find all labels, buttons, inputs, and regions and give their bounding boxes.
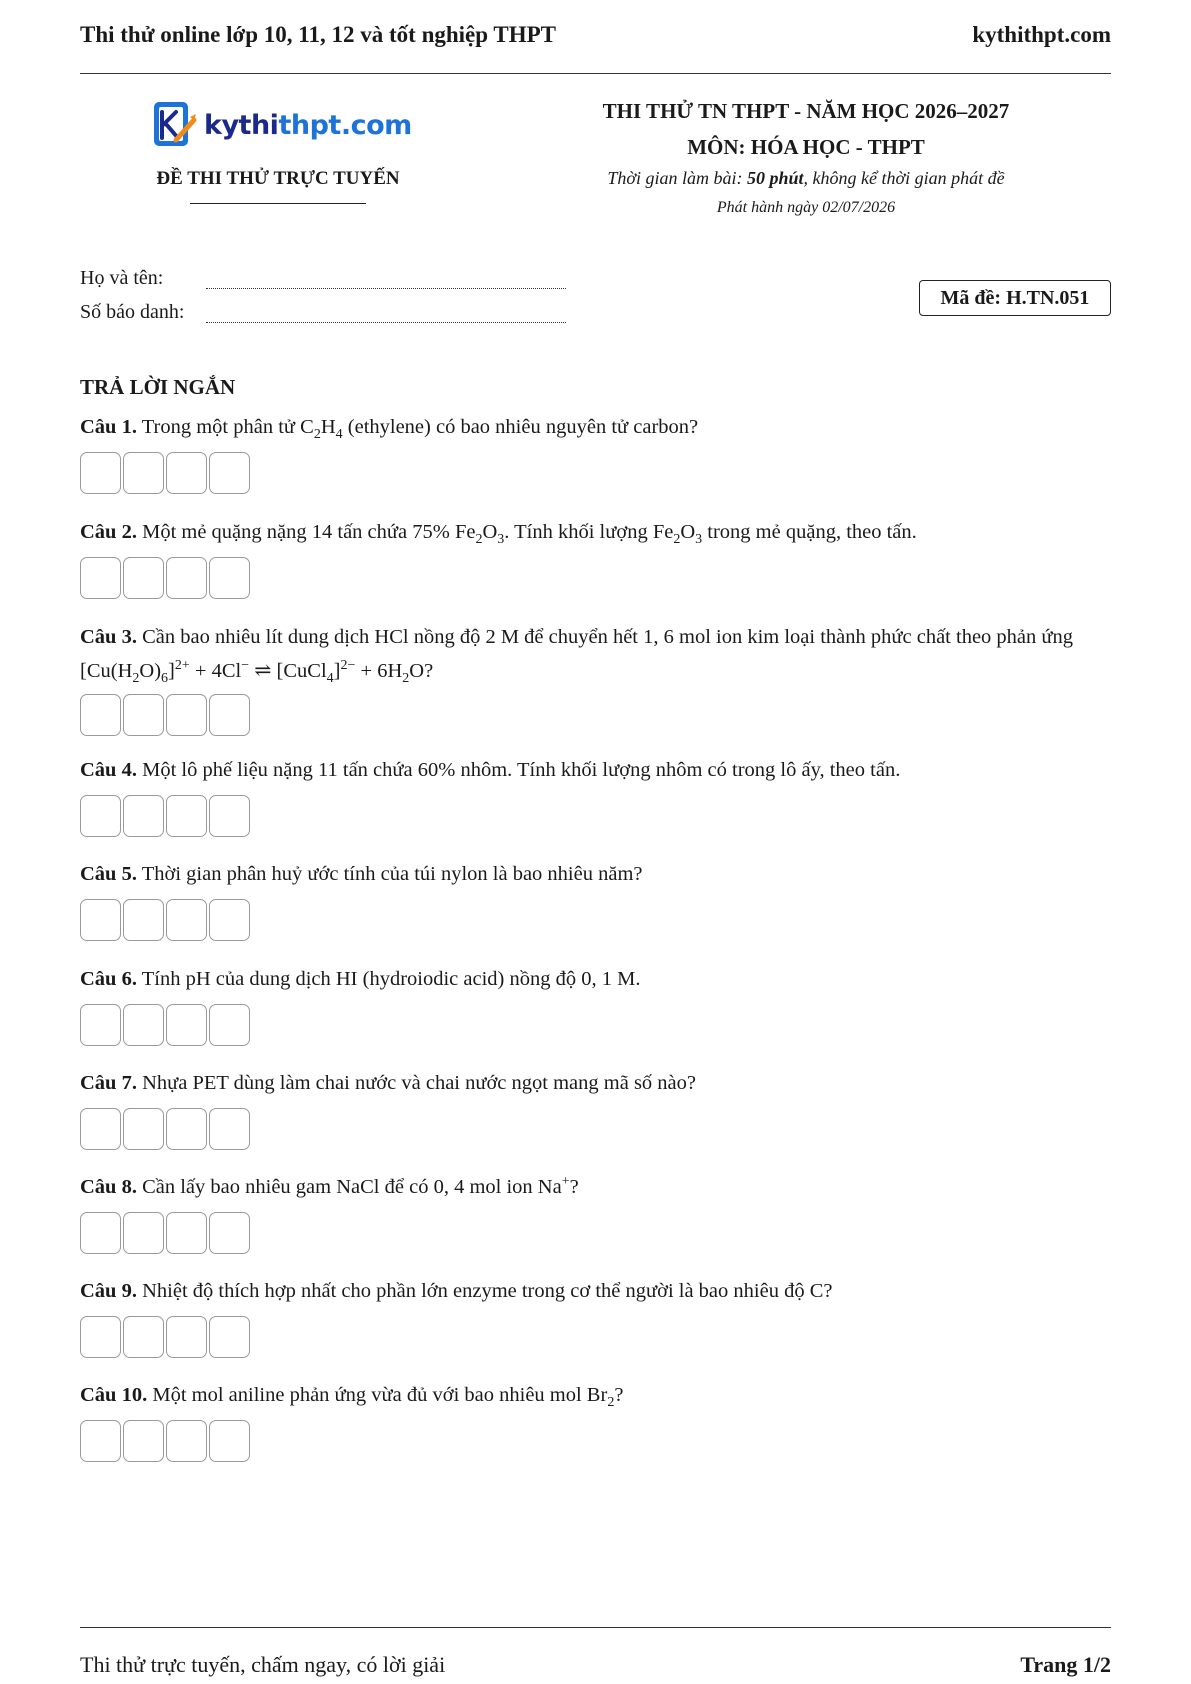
question-text: Cần bao nhiêu lít dung dịch HCl nồng độ 2 M để chuyển hết 1, 6 mol ion kim loại thành phức chất theo phản ứng $[Cu(H_2O)_6]^{2+} + 4Cl^-$ ⇌ [CuCl$_4$]$^{2-}$ + $6H_2O$? <box>80 626 1074 687</box>
answer-digit-box[interactable] <box>123 899 164 941</box>
answer-digit-box[interactable] <box>123 1316 164 1358</box>
answer-boxes <box>80 899 260 941</box>
question-text: Cần lấy bao nhiêu gam NaCl để có 0, 4 mol ion Na+? <box>136 1174 579 1198</box>
answer-boxes <box>80 1108 260 1150</box>
question-text: Nhiệt độ thích hợp nhất cho phần lớn enzyme trong cơ thể người là bao nhiêu độ C? <box>136 1280 833 1302</box>
answer-digit-box[interactable] <box>166 694 207 736</box>
question-8 <box>80 1170 1112 1204</box>
answer-digit-box[interactable] <box>209 1316 250 1358</box>
header-divider <box>80 73 1111 74</box>
subtitle-underline <box>190 203 366 204</box>
question-number: Câu 3. <box>80 626 137 648</box>
answer-digit-box[interactable] <box>209 694 250 736</box>
question-number: Câu 4. <box>80 759 137 781</box>
logo-text-part1: kythi <box>204 110 279 141</box>
question-number: Câu 10. <box>80 1384 148 1406</box>
logo-text-part2: thpt.com <box>278 110 412 141</box>
answer-digit-box[interactable] <box>80 1108 121 1150</box>
answer-digit-box[interactable] <box>123 694 164 736</box>
question-text: Một mol aniline phản ứng vừa đủ với bao nhiêu mol $Br_2$? <box>147 1384 624 1411</box>
page-number: Trang 1/2 <box>1020 1652 1111 1677</box>
answer-digit-box[interactable] <box>166 795 207 837</box>
question-text: Một lô phế liệu nặng 11 tấn chứa 60% nhôm. Tính khối lượng nhôm có trong lô ấy, theo tấn. <box>136 759 901 781</box>
name-field[interactable] <box>206 288 566 289</box>
answer-digit-box[interactable] <box>80 899 121 941</box>
answer-digit-box[interactable] <box>123 1212 164 1254</box>
header-left-text: Thi thử online lớp 10, 11, 12 và tốt nghiệp THPT <box>80 22 556 47</box>
answer-boxes <box>80 1004 260 1046</box>
answer-digit-box[interactable] <box>80 694 121 736</box>
question-9 <box>80 1274 1112 1308</box>
answer-digit-box[interactable] <box>123 557 164 599</box>
question-6 <box>80 962 1112 996</box>
time-suffix: , không kể thời gian phát đề <box>803 168 1005 188</box>
online-exam-subtitle: ĐỀ THI THỬ TRỰC TUYẾN <box>156 168 400 189</box>
question-5 <box>80 857 1112 891</box>
site-logo[interactable] <box>150 100 410 152</box>
logo-icon <box>150 100 198 152</box>
footer-tagline: Thi thử trực tuyến, chấm ngay, có lời giải <box>80 1652 446 1677</box>
answer-boxes <box>80 1420 260 1462</box>
question-text: Tính pH của dung dịch HI (hydroiodic acid) nồng độ 0, 1 M. <box>136 968 641 990</box>
answer-boxes <box>80 1212 260 1254</box>
time-value: 50 phút <box>747 168 804 188</box>
candidate-id-label: Số báo danh: <box>80 301 185 323</box>
issue-date: Phát hành ngày 02/07/2026 <box>716 199 896 216</box>
answer-digit-box[interactable] <box>166 1004 207 1046</box>
answer-digit-box[interactable] <box>80 795 121 837</box>
answer-digit-box[interactable] <box>80 1004 121 1046</box>
answer-digit-box[interactable] <box>123 795 164 837</box>
answer-digit-box[interactable] <box>209 1108 250 1150</box>
answer-digit-box[interactable] <box>209 557 250 599</box>
answer-digit-box[interactable] <box>209 1420 250 1462</box>
answer-digit-box[interactable] <box>123 1108 164 1150</box>
exam-time <box>500 168 1112 189</box>
answer-boxes <box>80 1316 260 1358</box>
answer-digit-box[interactable] <box>80 1316 121 1358</box>
answer-digit-box[interactable] <box>80 1212 121 1254</box>
answer-digit-box[interactable] <box>209 452 250 494</box>
exam-header <box>500 98 1112 217</box>
answer-digit-box[interactable] <box>166 1316 207 1358</box>
exam-title: THI THỬ TN THPT - NĂM HỌC 2026–2027 <box>602 99 1010 123</box>
answer-digit-box[interactable] <box>123 452 164 494</box>
answer-digit-box[interactable] <box>166 1108 207 1150</box>
answer-boxes <box>80 557 260 599</box>
exam-subject: MÔN: HÓA HỌC - THPT <box>687 135 925 159</box>
question-number: Câu 6. <box>80 968 137 990</box>
question-4 <box>80 753 1112 787</box>
answer-digit-box[interactable] <box>209 795 250 837</box>
question-7 <box>80 1066 1112 1100</box>
answer-boxes <box>80 694 260 736</box>
answer-boxes <box>80 795 260 837</box>
question-10 <box>80 1378 1112 1412</box>
footer-divider <box>80 1627 1111 1628</box>
answer-digit-box[interactable] <box>80 452 121 494</box>
answer-digit-box[interactable] <box>123 1004 164 1046</box>
question-text: Nhựa PET dùng làm chai nước và chai nước ngọt mang mã số nào? <box>136 1072 696 1094</box>
question-number: Câu 1. <box>80 416 137 438</box>
answer-digit-box[interactable] <box>123 1420 164 1462</box>
answer-digit-box[interactable] <box>80 1420 121 1462</box>
answer-boxes <box>80 452 260 494</box>
question-text: Thời gian phân huỷ ước tính của túi nylon là bao nhiêu năm? <box>136 863 643 885</box>
answer-digit-box[interactable] <box>209 1212 250 1254</box>
question-2 <box>80 515 1112 549</box>
question-number: Câu 2. <box>80 521 137 543</box>
question-text: Trong một phân tử $C_2H_4$ (ethylene) có bao nhiêu nguyên tử carbon? <box>136 416 699 443</box>
name-label: Họ và tên: <box>80 267 164 289</box>
answer-digit-box[interactable] <box>166 452 207 494</box>
question-number: Câu 9. <box>80 1280 137 1302</box>
header-site-link[interactable]: kythithpt.com <box>972 22 1111 47</box>
answer-digit-box[interactable] <box>209 1004 250 1046</box>
candidate-id-field[interactable] <box>206 322 566 323</box>
question-number: Câu 5. <box>80 863 137 885</box>
question-text: Một mẻ quặng nặng 14 tấn chứa 75% $Fe_2O_3$. Tính khối lượng $Fe_2O_3$ trong mẻ quặng, theo tấn. <box>136 521 917 548</box>
question-3 <box>80 620 1112 688</box>
time-prefix: Thời gian làm bài: <box>607 168 747 188</box>
answer-digit-box[interactable] <box>209 899 250 941</box>
answer-digit-box[interactable] <box>166 899 207 941</box>
question-1 <box>80 410 1112 444</box>
exam-code-badge: Mã đề: H.TN.051 <box>919 280 1111 316</box>
answer-digit-box[interactable] <box>80 557 121 599</box>
answer-digit-box[interactable] <box>166 1212 207 1254</box>
question-number: Câu 8. <box>80 1176 137 1198</box>
answer-digit-box[interactable] <box>166 1420 207 1462</box>
section-title: TRẢ LỜI NGẮN <box>80 375 236 399</box>
answer-digit-box[interactable] <box>166 557 207 599</box>
question-number: Câu 7. <box>80 1072 137 1094</box>
